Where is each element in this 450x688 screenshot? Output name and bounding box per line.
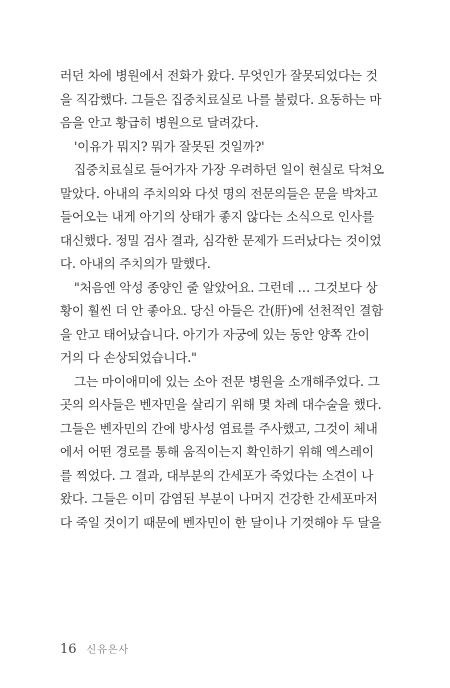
text-line-4: '이유가 뭐지? 뭐가 잘못된 것일까?' bbox=[74, 138, 265, 154]
text-line-18: 를 찍었다. 그 결과, 대부분의 간세포가 죽었다는 소견이 나 bbox=[60, 467, 374, 483]
text-line-12: 을 안고 태어났습니다. 아기가 자궁에 있는 동안 양쪽 간이 bbox=[60, 326, 370, 342]
text-line-10: "처음엔 악성 종양인 줄 알았어요. 그런데 … 그것보다 상 bbox=[74, 279, 378, 295]
text-line-17: 에서 어떤 경로를 통해 움직이는지 확인하기 위해 엑스레이 bbox=[60, 444, 374, 459]
text-line-2: 을 직감했다. 그들은 집중치료실로 나를 불렀다. 요동하는 마 bbox=[60, 91, 382, 107]
text-line-5: 집중치료실로 들어가자 가장 우려하던 일이 현실로 닥쳐오 bbox=[74, 162, 384, 177]
text-line-7: 들어오는 내게 아기의 상태가 좋지 않다는 소식으로 인사를 bbox=[60, 209, 374, 224]
text-line-13: 거의 다 손상되었습니다." bbox=[60, 350, 197, 365]
running-title: 신유은사 bbox=[86, 645, 130, 656]
page-number: 16 bbox=[60, 642, 77, 657]
text-line-20: 다 죽일 것이기 때문에 벤자민이 한 달이나 기껏해야 두 달을 bbox=[60, 514, 382, 530]
body-text bbox=[60, 64, 400, 534]
text-line-1: 러던 차에 병원에서 전화가 왔다. 무엇인가 잘못되었다는 것 bbox=[60, 68, 378, 83]
text-line-6: 말았다. 아내의 주치의와 다섯 명의 전문의들은 문을 박차고 bbox=[60, 185, 378, 201]
text-line-19: 왔다. 그들은 이미 감염된 부분이 나머지 건강한 간세포마저 bbox=[60, 491, 378, 506]
page-footer bbox=[60, 641, 129, 657]
text-line-16: 그들은 벤자민의 간에 방사성 염료를 주사했고, 그것이 체내 bbox=[60, 420, 378, 436]
text-line-8: 대신했다. 정밀 검사 결과, 심각한 문제가 드러났다는 것이었 bbox=[60, 232, 382, 248]
text-line-3: 음을 안고 황급히 병원으로 달려갔다. bbox=[60, 115, 259, 130]
text-line-9: 다. 아내의 주치의가 말했다. bbox=[60, 256, 211, 271]
text-line-11: 황이 훨씬 더 안 좋아요. 당신 아들은 간(肝)에 선천적인 결함 bbox=[60, 303, 384, 318]
text-line-14: 그는 마이애미에 있는 소아 전문 병원을 소개해주었다. 그 bbox=[74, 373, 380, 389]
text-line-15: 곳의 의사들은 벤자민을 살리기 위해 몇 차례 대수술을 했다. bbox=[60, 397, 382, 412]
